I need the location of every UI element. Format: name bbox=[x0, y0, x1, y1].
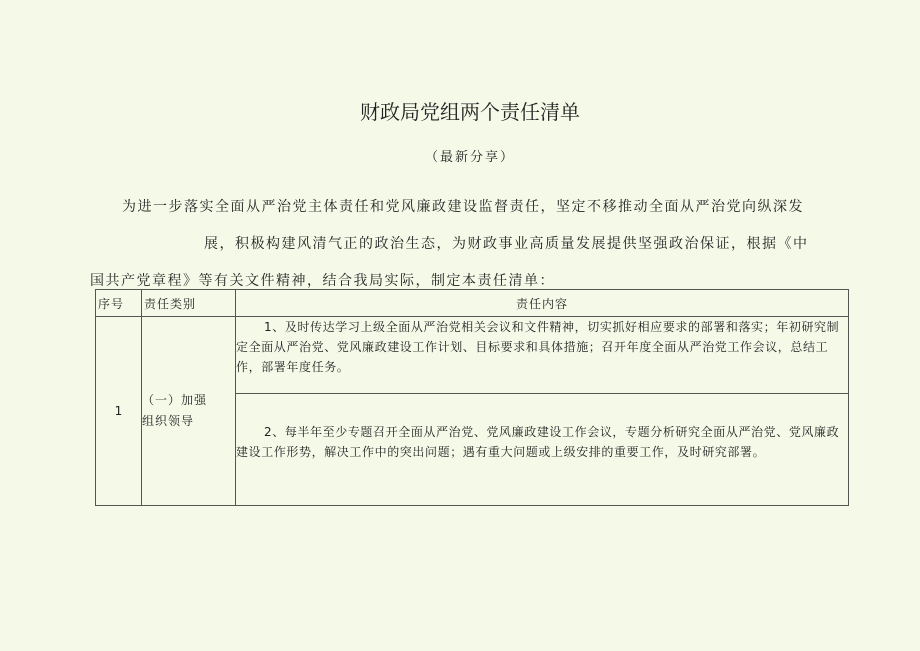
responsibility-item-1: 1、及时传达学习上级全面从严治党相关会议和文件精神，切实抓好相应要求的部署和落实；年初研究制定全面从严治党、党风廉政建设工作计划、目标要求和具体措施；召开年度全面从严治党工作会议，总结工作，部署年度任务。 bbox=[236, 317, 849, 394]
responsibility-table bbox=[95, 289, 849, 506]
intro-paragraph-line-2: 展，积极构建风清气正的政治生态，为财政事业高质量发展提供坚强政治保证，根据《中 bbox=[204, 236, 809, 252]
header-serial-number: 序号 bbox=[96, 290, 142, 317]
responsibility-item-2: 2、每半年至少专题召开全面从严治党、党风廉政建设工作会议，专题分析研究全面从严治党、党风廉政建设工作形势，解决工作中的突出问题；遇有重大问题或上级安排的重要工作，及时研究部署。 bbox=[236, 394, 849, 506]
header-content: 责任内容 bbox=[236, 290, 849, 317]
table-header-row bbox=[96, 290, 849, 317]
document-subtitle: （最新分享） bbox=[424, 150, 515, 165]
row-category bbox=[142, 317, 236, 506]
row-category-line-1: （一）加强 bbox=[142, 393, 208, 407]
intro-paragraph-line-1: 为进一步落实全面从严治党主体责任和党风廉政建设监督责任，坚定不移推动全面从严治党向纵深发 bbox=[122, 199, 804, 215]
document-title: 财政局党组两个责任清单 bbox=[360, 100, 580, 124]
table-row bbox=[96, 317, 849, 394]
row-serial-number: 1 bbox=[96, 317, 142, 506]
header-category: 责任类别 bbox=[142, 290, 236, 317]
row-category-line-2: 组织领导 bbox=[142, 414, 195, 428]
intro-paragraph-line-3: 国共产党章程》等有关文件精神，结合我局实际，制定本责任清单： bbox=[90, 273, 555, 289]
